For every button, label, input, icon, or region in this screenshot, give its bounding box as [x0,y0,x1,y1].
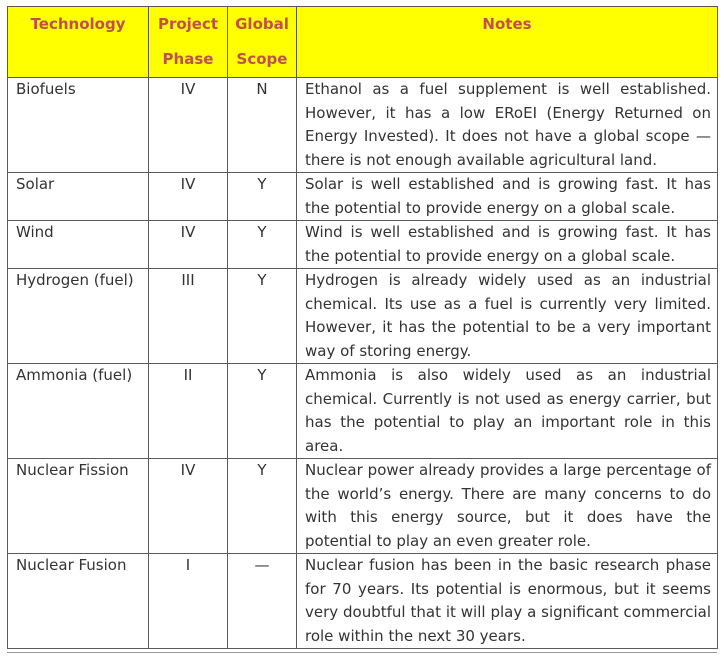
header-technology-label: Technology [30,15,126,33]
cell-scope: Y [228,459,297,554]
cell-technology: Nuclear Fission [8,459,149,554]
cell-scope: Y [228,364,297,459]
cell-scope: Y [228,221,297,269]
cell-phase: IV [149,78,228,173]
cell-technology: Solar [8,173,149,221]
table-header [8,7,718,78]
cell-scope: Y [228,173,297,221]
table-row [8,173,718,221]
cell-notes: Solar is well established and is growing fast. It has the potential to provide energy on a global scale. [297,173,718,221]
header-phase-line1: Project [157,15,219,33]
table-body [8,78,718,649]
cell-phase: IV [149,173,228,221]
table-row [8,269,718,364]
cell-notes: Hydrogen is already widely used as an industrial chemical. Its use as a fuel is currently very limited. However, it has the potential to be a very important way of storing energy. [297,269,718,364]
page-divider [7,652,717,653]
cell-technology: Biofuels [8,78,149,173]
cell-notes: Wind is well established and is growing fast. It has the potential to provide energy on a global scale. [297,221,718,269]
cell-phase: IV [149,221,228,269]
cell-technology: Hydrogen (fuel) [8,269,149,364]
cell-scope: Y [228,269,297,364]
cell-phase: II [149,364,228,459]
header-scope-line1: Global [235,15,289,33]
cell-phase: I [149,554,228,649]
header-technology [8,7,149,78]
cell-scope: N [228,78,297,173]
cell-notes: Nuclear power already provides a large percentage of the world’s energy. There are many concerns to do with this energy source, but it does have the potential to play an even greater role. [297,459,718,554]
header-project-phase [149,7,228,78]
header-row [8,7,718,78]
table-row [8,221,718,269]
header-phase-line2: Phase [162,50,214,68]
cell-phase: IV [149,459,228,554]
table-row [8,459,718,554]
energy-technology-table [7,6,718,649]
cell-notes: Ethanol as a fuel supplement is well established. However, it has a low ERoEI (Energy Returned on Energy Invested). It does not have a global scope — there is not enough available agricultural land. [297,78,718,173]
cell-technology: Nuclear Fusion [8,554,149,649]
cell-notes: Nuclear fusion has been in the basic research phase for 70 years. Its potential is enormous, but it seems very doubtful that it will play a significant commercial role within the next 30 years. [297,554,718,649]
table-row [8,364,718,459]
header-scope-line2: Scope [236,50,288,68]
table-row [8,554,718,649]
header-global-scope [228,7,297,78]
cell-notes: Ammonia is also widely used as an industrial chemical. Currently is not used as energy carrier, but has the potential to play an important role in this area. [297,364,718,459]
cell-scope: — [228,554,297,649]
table-row [8,78,718,173]
cell-phase: III [149,269,228,364]
cell-technology: Wind [8,221,149,269]
header-notes [297,7,718,78]
cell-technology: Ammonia (fuel) [8,364,149,459]
header-notes-label: Notes [482,15,532,33]
